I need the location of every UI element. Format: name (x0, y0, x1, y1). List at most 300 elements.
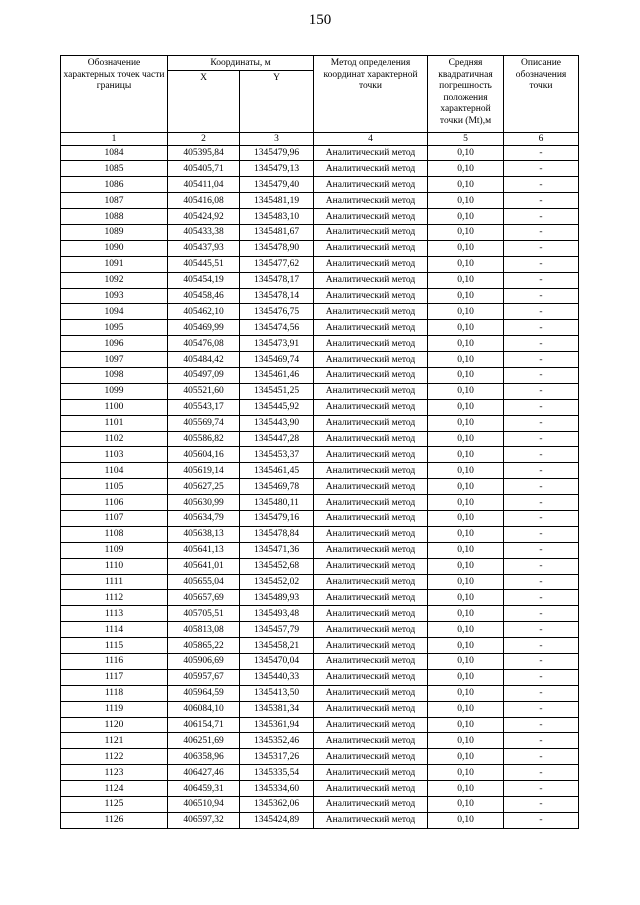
description-cell: - (504, 145, 579, 161)
mean-error-cell: 0,10 (428, 638, 504, 654)
method-cell: Аналитический метод (314, 367, 428, 383)
y-coordinate-cell: 1345478,17 (240, 272, 314, 288)
table-row (61, 765, 579, 781)
y-coordinate-cell: 1345478,84 (240, 526, 314, 542)
mean-error-cell: 0,10 (428, 749, 504, 765)
mean-error-cell: 0,10 (428, 272, 504, 288)
table-row (61, 574, 579, 590)
point-number-cell: 1088 (61, 209, 168, 225)
y-coordinate-cell: 1345424,89 (240, 812, 314, 828)
table-row (61, 288, 579, 304)
table-row (61, 352, 579, 368)
method-cell: Аналитический метод (314, 590, 428, 606)
method-cell: Аналитический метод (314, 558, 428, 574)
column-numbers-row (61, 132, 579, 145)
description-cell: - (504, 352, 579, 368)
x-coordinate-cell: 405469,99 (168, 320, 240, 336)
table-header (61, 56, 579, 146)
point-number-cell: 1118 (61, 685, 168, 701)
x-coordinate-cell: 406154,71 (168, 717, 240, 733)
y-coordinate-cell: 1345381,34 (240, 701, 314, 717)
point-number-cell: 1086 (61, 177, 168, 193)
point-number-cell: 1119 (61, 701, 168, 717)
y-coordinate-cell: 1345440,33 (240, 669, 314, 685)
y-coordinate-cell: 1345469,74 (240, 352, 314, 368)
method-cell: Аналитический метод (314, 574, 428, 590)
point-number-cell: 1095 (61, 320, 168, 336)
x-coordinate-cell: 405462,10 (168, 304, 240, 320)
method-cell: Аналитический метод (314, 415, 428, 431)
y-coordinate-cell: 1345489,93 (240, 590, 314, 606)
point-number-cell: 1122 (61, 749, 168, 765)
mean-error-cell: 0,10 (428, 479, 504, 495)
description-cell: - (504, 240, 579, 256)
point-number-cell: 1087 (61, 193, 168, 209)
x-coordinate-cell: 405543,17 (168, 399, 240, 415)
y-coordinate-cell: 1345479,13 (240, 161, 314, 177)
point-number-cell: 1098 (61, 367, 168, 383)
y-coordinate-cell: 1345479,40 (240, 177, 314, 193)
y-coordinate-cell: 1345413,50 (240, 685, 314, 701)
column-number: 4 (314, 132, 428, 145)
point-number-cell: 1084 (61, 145, 168, 161)
method-cell: Аналитический метод (314, 240, 428, 256)
method-cell: Аналитический метод (314, 654, 428, 670)
table-row (61, 717, 579, 733)
mean-error-cell: 0,10 (428, 765, 504, 781)
table-row (61, 431, 579, 447)
table-row (61, 272, 579, 288)
point-number-cell: 1090 (61, 240, 168, 256)
y-coordinate-cell: 1345362,06 (240, 797, 314, 813)
table-row (61, 669, 579, 685)
table-row (61, 510, 579, 526)
point-number-cell: 1104 (61, 463, 168, 479)
y-coordinate-cell: 1345471,36 (240, 542, 314, 558)
mean-error-cell: 0,10 (428, 193, 504, 209)
point-number-cell: 1093 (61, 288, 168, 304)
mean-error-cell: 0,10 (428, 367, 504, 383)
x-coordinate-cell: 405454,19 (168, 272, 240, 288)
x-coordinate-cell: 405641,13 (168, 542, 240, 558)
point-number-cell: 1111 (61, 574, 168, 590)
mean-error-cell: 0,10 (428, 606, 504, 622)
method-cell: Аналитический метод (314, 622, 428, 638)
method-cell: Аналитический метод (314, 717, 428, 733)
method-cell: Аналитический метод (314, 542, 428, 558)
point-number-cell: 1102 (61, 431, 168, 447)
x-coordinate-cell: 405433,38 (168, 224, 240, 240)
point-number-cell: 1114 (61, 622, 168, 638)
method-cell: Аналитический метод (314, 797, 428, 813)
method-cell: Аналитический метод (314, 304, 428, 320)
mean-error-cell: 0,10 (428, 177, 504, 193)
x-coordinate-cell: 406510,94 (168, 797, 240, 813)
method-cell: Аналитический метод (314, 161, 428, 177)
method-cell: Аналитический метод (314, 510, 428, 526)
x-coordinate-cell: 405521,60 (168, 383, 240, 399)
header-description: Описание обозначения точки (504, 56, 579, 133)
mean-error-cell: 0,10 (428, 399, 504, 415)
description-cell: - (504, 654, 579, 670)
point-number-cell: 1094 (61, 304, 168, 320)
method-cell: Аналитический метод (314, 526, 428, 542)
y-coordinate-cell: 1345445,92 (240, 399, 314, 415)
mean-error-cell: 0,10 (428, 542, 504, 558)
x-coordinate-cell: 405964,59 (168, 685, 240, 701)
column-number: 6 (504, 132, 579, 145)
mean-error-cell: 0,10 (428, 574, 504, 590)
y-coordinate-cell: 1345461,46 (240, 367, 314, 383)
table-row (61, 781, 579, 797)
x-coordinate-cell: 405865,22 (168, 638, 240, 654)
table-row (61, 606, 579, 622)
table-row (61, 797, 579, 813)
y-coordinate-cell: 1345469,78 (240, 479, 314, 495)
description-cell: - (504, 542, 579, 558)
description-cell: - (504, 447, 579, 463)
table-row (61, 415, 579, 431)
mean-error-cell: 0,10 (428, 685, 504, 701)
table-row (61, 256, 579, 272)
mean-error-cell: 0,10 (428, 336, 504, 352)
table-row (61, 558, 579, 574)
method-cell: Аналитический метод (314, 638, 428, 654)
point-number-cell: 1121 (61, 733, 168, 749)
x-coordinate-cell: 405458,46 (168, 288, 240, 304)
x-coordinate-cell: 405604,16 (168, 447, 240, 463)
mean-error-cell: 0,10 (428, 240, 504, 256)
point-number-cell: 1115 (61, 638, 168, 654)
description-cell: - (504, 669, 579, 685)
mean-error-cell: 0,10 (428, 654, 504, 670)
method-cell: Аналитический метод (314, 193, 428, 209)
method-cell: Аналитический метод (314, 447, 428, 463)
mean-error-cell: 0,10 (428, 622, 504, 638)
mean-error-cell: 0,10 (428, 209, 504, 225)
coordinates-table (60, 55, 579, 829)
mean-error-cell: 0,10 (428, 161, 504, 177)
x-coordinate-cell: 405497,09 (168, 367, 240, 383)
description-cell: - (504, 574, 579, 590)
x-coordinate-cell: 405586,82 (168, 431, 240, 447)
description-cell: - (504, 638, 579, 654)
mean-error-cell: 0,10 (428, 558, 504, 574)
table-row (61, 495, 579, 511)
y-coordinate-cell: 1345457,79 (240, 622, 314, 638)
y-coordinate-cell: 1345473,91 (240, 336, 314, 352)
description-cell: - (504, 463, 579, 479)
x-coordinate-cell: 406251,69 (168, 733, 240, 749)
x-coordinate-cell: 405657,69 (168, 590, 240, 606)
point-number-cell: 1124 (61, 781, 168, 797)
method-cell: Аналитический метод (314, 431, 428, 447)
mean-error-cell: 0,10 (428, 526, 504, 542)
description-cell: - (504, 685, 579, 701)
x-coordinate-cell: 405445,51 (168, 256, 240, 272)
x-coordinate-cell: 405638,13 (168, 526, 240, 542)
method-cell: Аналитический метод (314, 701, 428, 717)
description-cell: - (504, 224, 579, 240)
point-number-cell: 1126 (61, 812, 168, 828)
description-cell: - (504, 590, 579, 606)
method-cell: Аналитический метод (314, 383, 428, 399)
point-number-cell: 1109 (61, 542, 168, 558)
x-coordinate-cell: 405957,67 (168, 669, 240, 685)
x-coordinate-cell: 406427,46 (168, 765, 240, 781)
table-row (61, 749, 579, 765)
method-cell: Аналитический метод (314, 733, 428, 749)
y-coordinate-cell: 1345458,21 (240, 638, 314, 654)
mean-error-cell: 0,10 (428, 304, 504, 320)
description-cell: - (504, 526, 579, 542)
description-cell: - (504, 193, 579, 209)
column-number: 3 (240, 132, 314, 145)
description-cell: - (504, 812, 579, 828)
header-y: Y (240, 70, 314, 132)
x-coordinate-cell: 405641,01 (168, 558, 240, 574)
point-number-cell: 1113 (61, 606, 168, 622)
table-row (61, 638, 579, 654)
method-cell: Аналитический метод (314, 495, 428, 511)
description-cell: - (504, 304, 579, 320)
point-number-cell: 1112 (61, 590, 168, 606)
description-cell: - (504, 495, 579, 511)
y-coordinate-cell: 1345361,94 (240, 717, 314, 733)
x-coordinate-cell: 405484,42 (168, 352, 240, 368)
method-cell: Аналитический метод (314, 399, 428, 415)
y-coordinate-cell: 1345452,02 (240, 574, 314, 590)
method-cell: Аналитический метод (314, 177, 428, 193)
description-cell: - (504, 161, 579, 177)
y-coordinate-cell: 1345451,25 (240, 383, 314, 399)
column-number: 2 (168, 132, 240, 145)
mean-error-cell: 0,10 (428, 431, 504, 447)
x-coordinate-cell: 405437,93 (168, 240, 240, 256)
description-cell: - (504, 320, 579, 336)
description-cell: - (504, 431, 579, 447)
description-cell: - (504, 749, 579, 765)
table-row (61, 145, 579, 161)
x-coordinate-cell: 405395,84 (168, 145, 240, 161)
point-number-cell: 1100 (61, 399, 168, 415)
table-body (61, 145, 579, 828)
table-row (61, 463, 579, 479)
table-row (61, 383, 579, 399)
x-coordinate-cell: 405424,92 (168, 209, 240, 225)
mean-error-cell: 0,10 (428, 463, 504, 479)
mean-error-cell: 0,10 (428, 510, 504, 526)
table-row (61, 685, 579, 701)
method-cell: Аналитический метод (314, 352, 428, 368)
point-number-cell: 1107 (61, 510, 168, 526)
mean-error-cell: 0,10 (428, 447, 504, 463)
method-cell: Аналитический метод (314, 209, 428, 225)
table-row (61, 447, 579, 463)
description-cell: - (504, 399, 579, 415)
method-cell: Аналитический метод (314, 765, 428, 781)
y-coordinate-cell: 1345476,75 (240, 304, 314, 320)
x-coordinate-cell: 406358,96 (168, 749, 240, 765)
method-cell: Аналитический метод (314, 479, 428, 495)
y-coordinate-cell: 1345453,37 (240, 447, 314, 463)
column-number: 5 (428, 132, 504, 145)
header-point-designation: Обозначение характерных точек части границы (61, 56, 168, 133)
description-cell: - (504, 256, 579, 272)
table-row (61, 209, 579, 225)
point-number-cell: 1097 (61, 352, 168, 368)
description-cell: - (504, 765, 579, 781)
table-row (61, 161, 579, 177)
table-row (61, 304, 579, 320)
point-number-cell: 1108 (61, 526, 168, 542)
x-coordinate-cell: 405569,74 (168, 415, 240, 431)
method-cell: Аналитический метод (314, 606, 428, 622)
mean-error-cell: 0,10 (428, 701, 504, 717)
x-coordinate-cell: 406459,31 (168, 781, 240, 797)
description-cell: - (504, 510, 579, 526)
description-cell: - (504, 558, 579, 574)
mean-error-cell: 0,10 (428, 224, 504, 240)
y-coordinate-cell: 1345477,62 (240, 256, 314, 272)
mean-error-cell: 0,10 (428, 415, 504, 431)
y-coordinate-cell: 1345452,68 (240, 558, 314, 574)
description-cell: - (504, 797, 579, 813)
y-coordinate-cell: 1345480,11 (240, 495, 314, 511)
description-cell: - (504, 606, 579, 622)
mean-error-cell: 0,10 (428, 320, 504, 336)
table-row (61, 733, 579, 749)
table-row (61, 336, 579, 352)
method-cell: Аналитический метод (314, 812, 428, 828)
method-cell: Аналитический метод (314, 224, 428, 240)
mean-error-cell: 0,10 (428, 256, 504, 272)
method-cell: Аналитический метод (314, 463, 428, 479)
y-coordinate-cell: 1345334,60 (240, 781, 314, 797)
y-coordinate-cell: 1345317,26 (240, 749, 314, 765)
x-coordinate-cell: 405634,79 (168, 510, 240, 526)
x-coordinate-cell: 405619,14 (168, 463, 240, 479)
description-cell: - (504, 733, 579, 749)
method-cell: Аналитический метод (314, 272, 428, 288)
description-cell: - (504, 367, 579, 383)
x-coordinate-cell: 405813,08 (168, 622, 240, 638)
mean-error-cell: 0,10 (428, 717, 504, 733)
point-number-cell: 1105 (61, 479, 168, 495)
mean-error-cell: 0,10 (428, 145, 504, 161)
table-row (61, 812, 579, 828)
point-number-cell: 1089 (61, 224, 168, 240)
table-row (61, 526, 579, 542)
method-cell: Аналитический метод (314, 288, 428, 304)
x-coordinate-cell: 405655,04 (168, 574, 240, 590)
table-row (61, 622, 579, 638)
point-number-cell: 1091 (61, 256, 168, 272)
mean-error-cell: 0,10 (428, 352, 504, 368)
y-coordinate-cell: 1345447,28 (240, 431, 314, 447)
y-coordinate-cell: 1345461,45 (240, 463, 314, 479)
method-cell: Аналитический метод (314, 145, 428, 161)
table-row (61, 240, 579, 256)
header-mean-error: Средняя квадратичная погрешность положения характерной точки (Mt),м (428, 56, 504, 133)
table-row (61, 654, 579, 670)
mean-error-cell: 0,10 (428, 383, 504, 399)
column-number: 1 (61, 132, 168, 145)
mean-error-cell: 0,10 (428, 812, 504, 828)
description-cell: - (504, 701, 579, 717)
description-cell: - (504, 336, 579, 352)
y-coordinate-cell: 1345443,90 (240, 415, 314, 431)
y-coordinate-cell: 1345478,14 (240, 288, 314, 304)
x-coordinate-cell: 405627,25 (168, 479, 240, 495)
point-number-cell: 1092 (61, 272, 168, 288)
y-coordinate-cell: 1345483,10 (240, 209, 314, 225)
table-row (61, 701, 579, 717)
table-row (61, 590, 579, 606)
table-row (61, 479, 579, 495)
y-coordinate-cell: 1345470,04 (240, 654, 314, 670)
x-coordinate-cell: 405416,08 (168, 193, 240, 209)
point-number-cell: 1123 (61, 765, 168, 781)
description-cell: - (504, 177, 579, 193)
method-cell: Аналитический метод (314, 749, 428, 765)
point-number-cell: 1099 (61, 383, 168, 399)
y-coordinate-cell: 1345352,46 (240, 733, 314, 749)
y-coordinate-cell: 1345474,56 (240, 320, 314, 336)
x-coordinate-cell: 405705,51 (168, 606, 240, 622)
mean-error-cell: 0,10 (428, 590, 504, 606)
method-cell: Аналитический метод (314, 685, 428, 701)
description-cell: - (504, 622, 579, 638)
page-number: 150 (308, 12, 332, 28)
table-row (61, 320, 579, 336)
method-cell: Аналитический метод (314, 336, 428, 352)
x-coordinate-cell: 405476,08 (168, 336, 240, 352)
point-number-cell: 1085 (61, 161, 168, 177)
y-coordinate-cell: 1345479,96 (240, 145, 314, 161)
mean-error-cell: 0,10 (428, 669, 504, 685)
table-row (61, 193, 579, 209)
x-coordinate-cell: 405405,71 (168, 161, 240, 177)
x-coordinate-cell: 405906,69 (168, 654, 240, 670)
point-number-cell: 1096 (61, 336, 168, 352)
description-cell: - (504, 383, 579, 399)
description-cell: - (504, 415, 579, 431)
x-coordinate-cell: 406597,32 (168, 812, 240, 828)
description-cell: - (504, 288, 579, 304)
mean-error-cell: 0,10 (428, 288, 504, 304)
point-number-cell: 1110 (61, 558, 168, 574)
y-coordinate-cell: 1345481,67 (240, 224, 314, 240)
method-cell: Аналитический метод (314, 320, 428, 336)
method-cell: Аналитический метод (314, 256, 428, 272)
mean-error-cell: 0,10 (428, 781, 504, 797)
x-coordinate-cell: 405411,04 (168, 177, 240, 193)
mean-error-cell: 0,10 (428, 797, 504, 813)
description-cell: - (504, 781, 579, 797)
y-coordinate-cell: 1345493,48 (240, 606, 314, 622)
mean-error-cell: 0,10 (428, 733, 504, 749)
header-method: Метод определения координат характерной точки (314, 56, 428, 133)
header-coordinates: Координаты, м (168, 56, 314, 71)
point-number-cell: 1120 (61, 717, 168, 733)
y-coordinate-cell: 1345478,90 (240, 240, 314, 256)
point-number-cell: 1116 (61, 654, 168, 670)
table-row (61, 367, 579, 383)
table-row (61, 224, 579, 240)
table-row (61, 177, 579, 193)
point-number-cell: 1103 (61, 447, 168, 463)
